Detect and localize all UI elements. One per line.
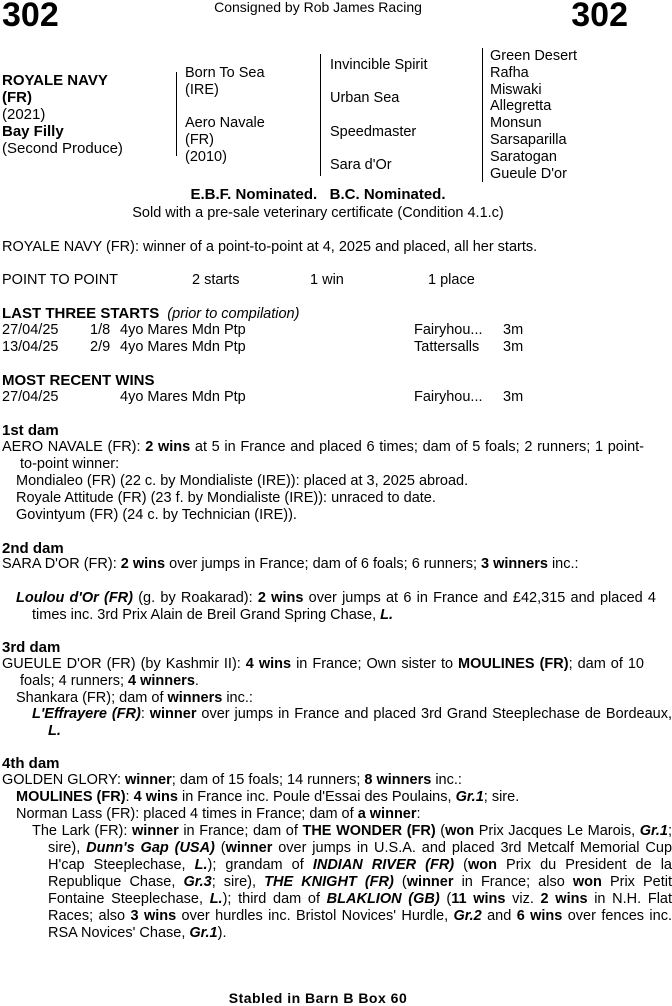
- dam4-text: GOLDEN GLORY: winner; dam of 15 foals; 14 runners; 8 winners inc.:: [2, 772, 462, 788]
- pedigree-gen3: [490, 48, 577, 182]
- gen3-2: Rafha: [490, 64, 529, 81]
- gen3-7: Saratogan: [490, 148, 557, 165]
- start-distance: 3m: [503, 339, 524, 355]
- dam4-heading: 4th dam: [2, 755, 60, 772]
- pedigree-divider-2: [320, 54, 321, 176]
- gen3-1: Green Desert: [490, 48, 578, 64]
- gen3-8: Gueule D'or: [490, 165, 567, 182]
- stabled-location: Stabled in Barn B Box 60: [228, 990, 408, 1006]
- last-starts-title: LAST THREE STARTS: [2, 305, 160, 322]
- horse-country: (FR): [2, 89, 32, 106]
- vet-certificate: Sold with a pre-sale veterinary certificate (Condition 4.1.c): [132, 205, 504, 221]
- ptp-places: 1 place: [428, 272, 475, 288]
- pedigree-sire: [185, 65, 265, 99]
- start-race: 4yo Mares Mdn Ptp: [120, 322, 246, 338]
- dam1-text: AERO NAVALE (FR): 2 wins at 5 in France and placed 6 times; dam of 5 foals; 2 runners; 1 point-to-point winner:: [2, 439, 644, 472]
- grandsire-maternal: Speedmaster: [330, 124, 417, 140]
- ptp-starts: 2 starts: [192, 272, 240, 288]
- sire-name: Born To Sea: [185, 65, 265, 81]
- dam4-norman-lass: Norman Lass (FR): placed 4 times in France; dam of a winner:: [16, 806, 421, 822]
- last-starts-heading: [2, 305, 299, 323]
- sire-country: (IRE): [185, 82, 219, 98]
- dam2-produce: Loulou d'Or (FR) (g. by Roakarad): 2 wins over jumps at 6 in France and £42,315 and placed 4 times inc. 3rd Prix Alain de Breil Grand Spring Chase, L.: [16, 590, 656, 623]
- win-course: Fairyhou...: [414, 389, 483, 405]
- gen3-4: Allegretta: [490, 98, 552, 115]
- start-course: Fairyhou...: [414, 322, 483, 338]
- dam-country: (FR): [185, 132, 214, 148]
- dam-year: (2010): [185, 149, 227, 165]
- consignor: Consigned by Rob James Racing: [214, 0, 422, 15]
- dam1-heading: 1st dam: [2, 422, 59, 439]
- gen3-5: Monsun: [490, 115, 542, 132]
- dam3-daughter: Shankara (FR); dam of winners inc.:: [16, 690, 253, 706]
- granddam-maternal: Sara d'Or: [330, 157, 392, 173]
- summary: ROYALE NAVY (FR): winner of a point-to-point at 4, 2025 and placed, all her starts.: [2, 239, 538, 255]
- pedigree-dam: [185, 115, 265, 166]
- ptp-label: POINT TO POINT: [2, 272, 119, 288]
- horse-identity: [2, 72, 123, 157]
- dam3-heading: 3rd dam: [2, 639, 61, 656]
- gen3-6: Sarsaparilla: [490, 131, 567, 148]
- start-position: 2/9: [90, 339, 111, 355]
- start-position: 1/8: [90, 322, 111, 338]
- horse-year: (2021): [2, 106, 46, 123]
- win-distance: 3m: [503, 389, 524, 405]
- start-race: 4yo Mares Mdn Ptp: [120, 339, 246, 355]
- grandsire-paternal: Invincible Spirit: [330, 57, 428, 73]
- pedigree-divider-3: [482, 48, 483, 182]
- dam1-foal: Royale Attitude (FR) (23 f. by Mondialiste (IRE)): unraced to date.: [16, 490, 436, 506]
- start-course: Tattersalls: [414, 339, 480, 355]
- horse-name: ROYALE NAVY: [2, 72, 108, 89]
- dam4-moulines: MOULINES (FR): 4 wins in France inc. Poule d'Essai des Poulains, Gr.1; sire.: [16, 789, 520, 805]
- gen3-3: Miswaki: [490, 81, 542, 98]
- win-date: 27/04/25: [2, 389, 59, 405]
- win-race: 4yo Mares Mdn Ptp: [120, 389, 246, 405]
- horse-sex: Bay Filly: [2, 123, 64, 140]
- nominations: E.B.F. Nominated. B.C. Nominated.: [190, 186, 446, 203]
- dam-name: Aero Navale: [185, 115, 265, 131]
- lot-number-right: 302: [571, 0, 628, 34]
- start-distance: 3m: [503, 322, 524, 338]
- dam2-heading: 2nd dam: [2, 540, 64, 557]
- recent-wins-heading: MOST RECENT WINS: [2, 372, 155, 389]
- pedigree-divider-1: [176, 72, 177, 156]
- last-starts-note: (prior to compilation): [167, 306, 300, 322]
- horse-produce: (Second Produce): [2, 140, 123, 157]
- dam3-grandproduce: L'Effrayere (FR): winner over jumps in France and placed 3rd Grand Steeplechase de Bordeaux, L.: [32, 706, 672, 739]
- start-date: 13/04/25: [2, 339, 59, 355]
- dam4-the-lark: The Lark (FR): winner in France; dam of THE WONDER (FR) (won Prix Jacques Le Marois, Gr.1; sire), Dunn's Gap (USA) (winner over jumps in U.S.A. and placed 3rd Metcalf Memorial Cup H'cap Steeplechase, L.); grandam of INDIAN RIVER (FR) (won Prix du President de la Republique Chase, Gr.3; sire), THE KNIGHT (FR) (winner in France; also won Prix Petit Fontaine Steeplechase, L.); third dam of BLAKLION (GB) (11 wins viz. 2 wins in N.H. Flat Races; also 3 wins over hurdles inc. Bristol Novices' Hurdle, Gr.2 and 6 wins over fences inc. RSA Novices' Chase, Gr.1).: [32, 823, 672, 941]
- lot-number-left: 302: [2, 0, 59, 34]
- dam2-text: SARA D'OR (FR): 2 wins over jumps in France; dam of 6 foals; 6 runners; 3 winners inc.:: [2, 556, 579, 572]
- granddam-paternal: Urban Sea: [330, 90, 400, 106]
- dam3-text: GUEULE D'OR (FR) (by Kashmir II): 4 wins in France; Own sister to MOULINES (FR); dam of 10 foals; 4 runners; 4 winners.: [2, 656, 644, 689]
- dam1-foal: Mondialeo (FR) (22 c. by Mondialiste (IRE)): placed at 3, 2025 abroad.: [16, 473, 469, 489]
- dam1-foal: Govintyum (FR) (24 c. by Technician (IRE)).: [16, 507, 297, 523]
- start-date: 27/04/25: [2, 322, 59, 338]
- ptp-wins: 1 win: [310, 272, 344, 288]
